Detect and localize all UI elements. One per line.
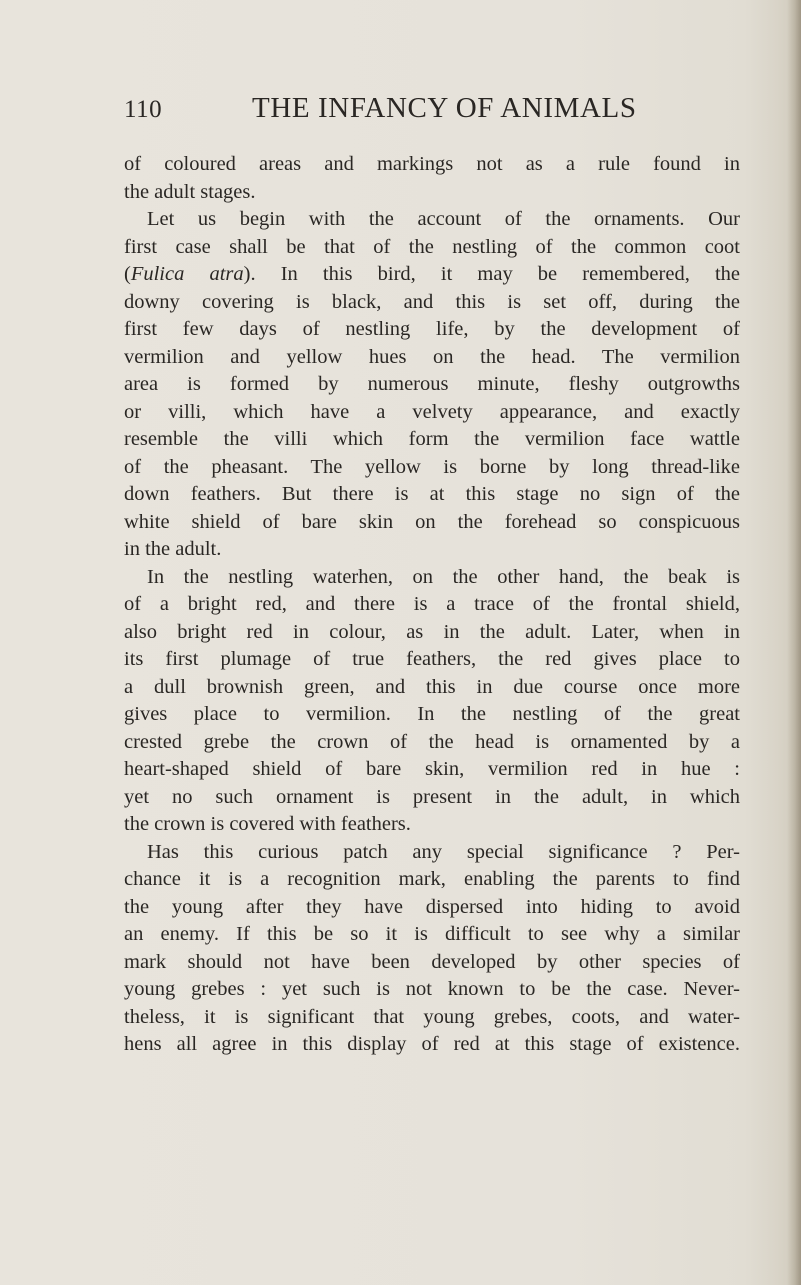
text-line-25: the crown is covered with feathers. [124,813,411,835]
text-line-23: heart-shaped shield of bare skin, vermilion red in hue : [124,758,740,780]
text-line-2: the adult stages. [124,180,256,203]
running-head: THE INFANCY OF ANIMALS [252,92,637,124]
body-text [124,151,740,1059]
text-line-21: gives place to vermilion. In the nestling of the great [124,703,740,725]
text-line-7: first few days of nestling life, by the development of [124,318,740,340]
text-line-8: vermilion and yellow hues on the head. The vermilion [124,345,740,368]
text-line-3: Let us begin with the account of the ornaments. Our [147,208,740,230]
text-line-17: of a bright red, and there is a trace of the frontal shield, [124,593,740,615]
text-line-19: its first plumage of true feathers, the red gives place to [124,648,740,670]
text-line-24: yet no such ornament is present in the adult, in which [124,785,740,808]
text-line-14: white shield of bare skin on the forehead so conspicuous [124,510,740,533]
text-line-13: down feathers. But there is at this stage no sign of the [124,483,740,505]
page-number: 110 [124,96,163,123]
page-edge-shadow [787,0,801,1285]
page-header [124,92,637,132]
text-line-28: the young after they have dispersed into hiding to avoid [124,895,740,918]
text-line-27: chance it is a recognition mark, enabling the parents to find [124,868,740,890]
text-line-31: young grebes : yet such is not known to be the case. Never- [124,978,740,1000]
text-line-32: theless, it is significant that young grebes, coots, and water- [124,1005,740,1028]
text-line-18: also bright red in colour, as in the adult. Later, when in [124,620,740,643]
text-line-33: hens all agree in this display of red at this stage of existence. [124,1033,740,1055]
text-line-6: downy covering is black, and this is set off, during the [124,290,740,313]
text-line-26: Has this curious patch any special significance ? Per- [147,840,740,863]
species-name-italic: Fulica atra [130,263,244,285]
text-line-12: of the pheasant. The yellow is borne by long thread-like [124,455,740,478]
text-line-15: in the adult. [124,538,222,560]
text-line-11: resemble the villi which form the vermilion face wattle [124,428,740,450]
text-line-4: first case shall be that of the nestling of the common coot [124,235,740,258]
text-line-5-rest: ). In this bird, it may be remembered, the [243,263,740,285]
text-line-1: of coloured areas and markings not as a rule found in [124,153,740,175]
text-line-22: crested grebe the crown of the head is ornamented by a [124,730,740,753]
text-line-30: mark should not have been developed by other species of [124,950,740,973]
text-line-16: In the nestling waterhen, on the other hand, the beak is [147,565,740,588]
text-line-5 [124,261,740,289]
text-line-9: area is formed by numerous minute, fleshy outgrowths [124,373,740,395]
open-paren: ( [124,263,131,285]
text-line-20: a dull brownish green, and this in due course once more [124,675,740,698]
text-line-29: an enemy. If this be so it is difficult to see why a similar [124,923,740,945]
text-line-10: or villi, which have a velvety appearance, and exactly [124,400,740,423]
